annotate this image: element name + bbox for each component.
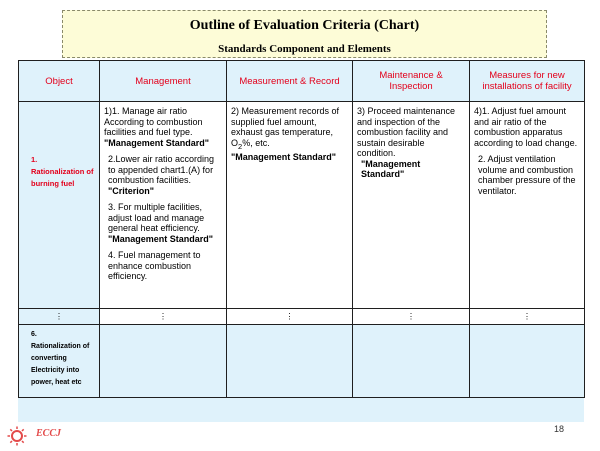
header-object: Object [19, 61, 100, 102]
maintenance-item-1-standard: "Management Standard" [361, 158, 421, 179]
header-row [19, 61, 585, 102]
eccj-sun-icon [6, 426, 28, 446]
empty-cell-6-5 [470, 325, 585, 398]
management-item-2 [108, 154, 222, 196]
measures-item-2: 2. Adjust ventilation volume and combustion chamber pressure of the ventilator. [478, 154, 576, 196]
measurement-item-1-text-end: %, etc. [242, 137, 270, 148]
measures-cell [470, 102, 585, 309]
management-item-1-text: 1)1. Manage air ratio According to combustion facilities and fuel type. [104, 106, 203, 137]
measurement-item-1-standard: "Management Standard" [231, 151, 337, 162]
ellipsis-cell-1: ⋮ [19, 309, 100, 325]
management-cell [100, 102, 227, 309]
header-measures: Measures for new installations of facility [470, 61, 585, 102]
measurement-item-1-subscript: 2 [238, 141, 243, 151]
ellipsis-cell-3: ⋮ [227, 309, 353, 325]
management-item-2-text: 2.Lower air ratio according to appended chart1.(A) for combustion facilities. [108, 154, 215, 185]
header-management: Management [100, 61, 227, 102]
table-row-ellipsis [19, 309, 585, 325]
management-item-3 [108, 202, 222, 244]
object-cell-6 [19, 325, 100, 398]
ellipsis-cell-2: ⋮ [100, 309, 227, 325]
logo-text: ECCJ [36, 428, 62, 439]
object-label: Rationalization of burning fuel [31, 167, 94, 188]
empty-cell-6-3 [227, 325, 353, 398]
management-item-1-standard: "Management Standard" [104, 137, 210, 148]
empty-cell-6-2 [100, 325, 227, 398]
page-title: Outline of Evaluation Criteria (Chart) [189, 18, 420, 33]
object-cell-1 [19, 102, 100, 309]
maintenance-cell [353, 102, 470, 309]
header-maintenance: Maintenance & Inspection [353, 61, 470, 102]
eccj-logo [6, 426, 76, 446]
maintenance-item-1 [357, 106, 465, 180]
header-measurement: Measurement & Record [227, 61, 353, 102]
management-item-4-text: 4. Fuel management to enhance combustion efficiency. [108, 250, 201, 281]
ellipsis-cell-4: ⋮ [353, 309, 470, 325]
page-number: 18 [553, 424, 564, 434]
measurement-cell [227, 102, 353, 309]
management-item-4 [108, 250, 222, 282]
management-item-3-standard: "Management Standard" [108, 233, 214, 244]
measurement-item-1-text: 2) Measurement records of supplied fuel amount, exhaust gas temperature, O [231, 106, 340, 148]
table-row-electricity [19, 325, 585, 398]
ellipsis-cell-5: ⋮ [470, 309, 585, 325]
management-item-3-text: 3. For multiple facilities, adjust load and manage general heat efficiency. [108, 202, 205, 233]
page-subtitle: Standards Component and Elements [218, 43, 391, 55]
table-row-burning-fuel [19, 102, 585, 309]
management-item-1 [104, 106, 222, 148]
measures-item-1: 4)1. Adjust fuel amount and air ratio of the combustion apparatus according to load change. [474, 106, 578, 148]
management-item-2-criterion: "Criterion" [108, 185, 155, 196]
object-label-6: Rationalization of converting Electricity into power, heat etc [31, 343, 90, 386]
measurement-item-1 [231, 106, 348, 162]
object-number-6: 6. [31, 331, 37, 338]
object-number: 1. [31, 155, 38, 164]
criteria-table [18, 60, 585, 398]
title-box [62, 10, 547, 58]
empty-cell-6-4 [353, 325, 470, 398]
maintenance-item-1-text: 3) Proceed maintenance and inspection of the combustion facility and sustain desirable condition. [357, 106, 456, 158]
